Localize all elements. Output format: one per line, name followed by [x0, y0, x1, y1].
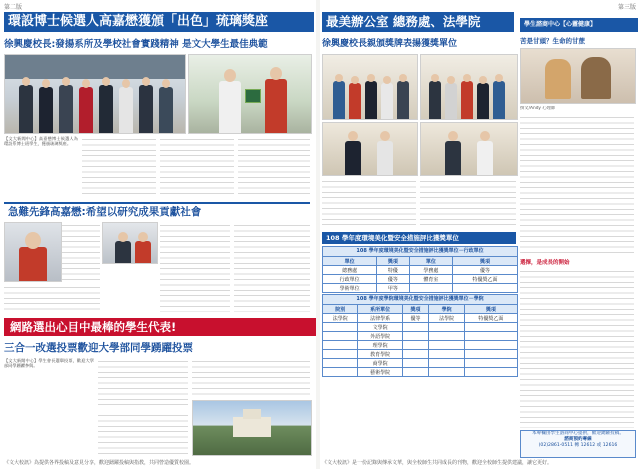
table-cell [452, 284, 517, 293]
table-row [323, 284, 518, 293]
table-cell: 藝術學院 [358, 368, 402, 377]
column-photo [520, 48, 636, 104]
table-cell [464, 368, 517, 377]
office-photo-2 [420, 54, 518, 120]
column-body-2 [520, 268, 634, 428]
office-article-col1 [322, 178, 416, 228]
office-photo-4 [420, 122, 518, 176]
table-cell: 外語學院 [358, 332, 402, 341]
counseling-column [518, 18, 638, 458]
election-article-col2 [98, 358, 188, 408]
table-cell [464, 323, 517, 332]
table-row [323, 323, 518, 332]
table-cell [323, 332, 358, 341]
headline-election: 網路選出心目中最棒的學生代表! [4, 318, 316, 336]
table-cell [402, 323, 429, 332]
table-cell [402, 332, 429, 341]
table-header: 獎項 [464, 305, 517, 314]
table-header: 院別 [323, 305, 358, 314]
table-cell: 優等 [452, 266, 517, 275]
table-cell: 總務處 [323, 266, 377, 275]
award-article-col2 [82, 136, 156, 196]
table-header: 獎項 [377, 257, 410, 266]
election-article-col3 [192, 358, 310, 398]
table1-caption: 108 學年度環境美化暨安全措施評比獲獎單位－行政單位 [322, 246, 518, 257]
table-cell [402, 341, 429, 350]
column-title: 學生諮商中心【心靈健康】 [520, 18, 638, 32]
column-subtitle: 苦是甘頭？生命的甘蔗 [520, 37, 585, 45]
table-cell: 甲等 [377, 284, 410, 293]
subhead-award: 徐興慶校長:發揚系所及學校社會實踐精神 是文大學生最佳典範 [4, 39, 268, 50]
office-photo-3 [322, 122, 418, 176]
table-cell [429, 359, 464, 368]
researcher-col0 [4, 284, 100, 312]
table-cell: 學務處 [409, 266, 452, 275]
award-article-col4 [238, 136, 310, 196]
table-cell [323, 323, 358, 332]
table-cell: 特優獎乙面 [452, 275, 517, 284]
table-cell [464, 359, 517, 368]
table-header: 單位 [409, 257, 452, 266]
office-article-col2 [420, 178, 516, 228]
table-cell [429, 368, 464, 377]
election-caption: 【文大新聞中心】學生會長選舉投票，歡迎大學部同學踴躍參與。 [4, 358, 94, 369]
subhead-office: 徐興慶校長親頒獎牌表揚獲獎單位 [322, 39, 458, 49]
table-cell [323, 368, 358, 377]
column-author: 撰文/Andy 心理師 [520, 106, 556, 111]
awards-table-title: 108 學年度環境美化暨安全措施評比獲獎單位 [322, 232, 516, 244]
table-cell: 法律學系 [358, 314, 402, 323]
table-cell: 行政單位 [323, 275, 377, 284]
left-footer: 《文大校訊》為提供各界投稿及意見分享，歡迎踴躍投稿與指教，共同營造優質校園。 [4, 460, 195, 466]
column-note: 本專欄由學生諮商中心提供，歡迎踴躍投稿。 [532, 431, 624, 436]
table-row [323, 266, 518, 275]
table-cell [323, 341, 358, 350]
table-cell: 理學院 [358, 341, 402, 350]
table-header: 學院 [429, 305, 464, 314]
group-photo [4, 54, 186, 134]
contact-label: 諮商預約專線 [564, 437, 592, 442]
table-cell [402, 368, 429, 377]
table-header: 單位 [323, 257, 377, 266]
table-cell [429, 323, 464, 332]
award-article-col3 [160, 136, 234, 196]
left-folio: 第二版 [4, 4, 23, 11]
column-contact-box [520, 430, 636, 458]
table-cell [464, 332, 517, 341]
table-row [323, 332, 518, 341]
table-row [323, 359, 518, 368]
table-cell: 學術單位 [323, 284, 377, 293]
researcher-col3 [234, 222, 310, 312]
right-folio: 第三版 [617, 4, 636, 11]
table-cell [429, 341, 464, 350]
table-cell: 優等 [402, 314, 429, 323]
table-cell: 特優獎乙面 [464, 314, 517, 323]
table-cell [464, 341, 517, 350]
table-row [323, 350, 518, 359]
table-cell [429, 350, 464, 359]
table-cell: 法學院 [429, 314, 464, 323]
table-cell: 商學院 [358, 359, 402, 368]
campus-photo [192, 400, 312, 456]
researcher-photo [4, 222, 62, 282]
headline-researcher: 急難先鋒高嘉懋:希望以研究成果貢獻社會 [4, 202, 310, 220]
admin-awards-table [322, 256, 518, 293]
table-cell [402, 350, 429, 359]
left-page [0, 0, 316, 469]
headline-award: 環設博士候選人高嘉懋獲頒「出色」琉璃獎座 [4, 12, 314, 32]
column-body-1 [520, 114, 634, 254]
table-cell [323, 350, 358, 359]
award-photo [188, 54, 312, 134]
table-cell: 教育學院 [358, 350, 402, 359]
table-cell [409, 284, 452, 293]
subhead-election: 三合一改選投票歡迎大學部同學踴躍投票 [4, 342, 193, 354]
table-header-row [323, 257, 518, 266]
table2-caption: 108 學年度學院環境美化暨安全措施評比獲獎單位－學院 [322, 294, 518, 305]
headline-office: 最美辦公室 總務處、法學院 [322, 12, 514, 32]
right-footer: 《文大校訊》是一份記錄與傳承文華，與全校師生共同成長的刊物，歡迎全校師生提供建議，讓它更好。 [322, 460, 553, 466]
contact-number: (02)2861-0511 轉 12612 或 12616 [538, 443, 618, 448]
award-article-col1 [4, 136, 78, 196]
table-cell: 優等 [377, 275, 410, 284]
table-cell [323, 359, 358, 368]
table-cell: 法學院 [323, 314, 358, 323]
table-cell: 特優 [377, 266, 410, 275]
table-cell: 體育室 [409, 275, 452, 284]
table-cell [429, 332, 464, 341]
table-row [323, 341, 518, 350]
table-row [323, 368, 518, 377]
table-header: 系所單位 [358, 305, 402, 314]
table-header-row [323, 305, 518, 314]
table-cell [402, 359, 429, 368]
award-caption: 【文大新聞中心】高嘉懋博士候選人為環設系博士班學生，獲頒琉璃獎座。 [4, 136, 78, 147]
election-article-col1 [4, 358, 94, 454]
researcher-photo-2 [102, 222, 158, 264]
table-row [323, 314, 518, 323]
table-cell: 文學院 [358, 323, 402, 332]
office-photo-1 [322, 54, 418, 120]
table-cell [464, 350, 517, 359]
researcher-col2 [160, 222, 230, 312]
column-section-2: 選擇，是成長的開始 [520, 260, 570, 266]
table-row [323, 275, 518, 284]
election-article-col4 [98, 412, 188, 454]
table-header: 獎項 [452, 257, 517, 266]
table-header: 獎項 [402, 305, 429, 314]
college-awards-table [322, 304, 518, 377]
